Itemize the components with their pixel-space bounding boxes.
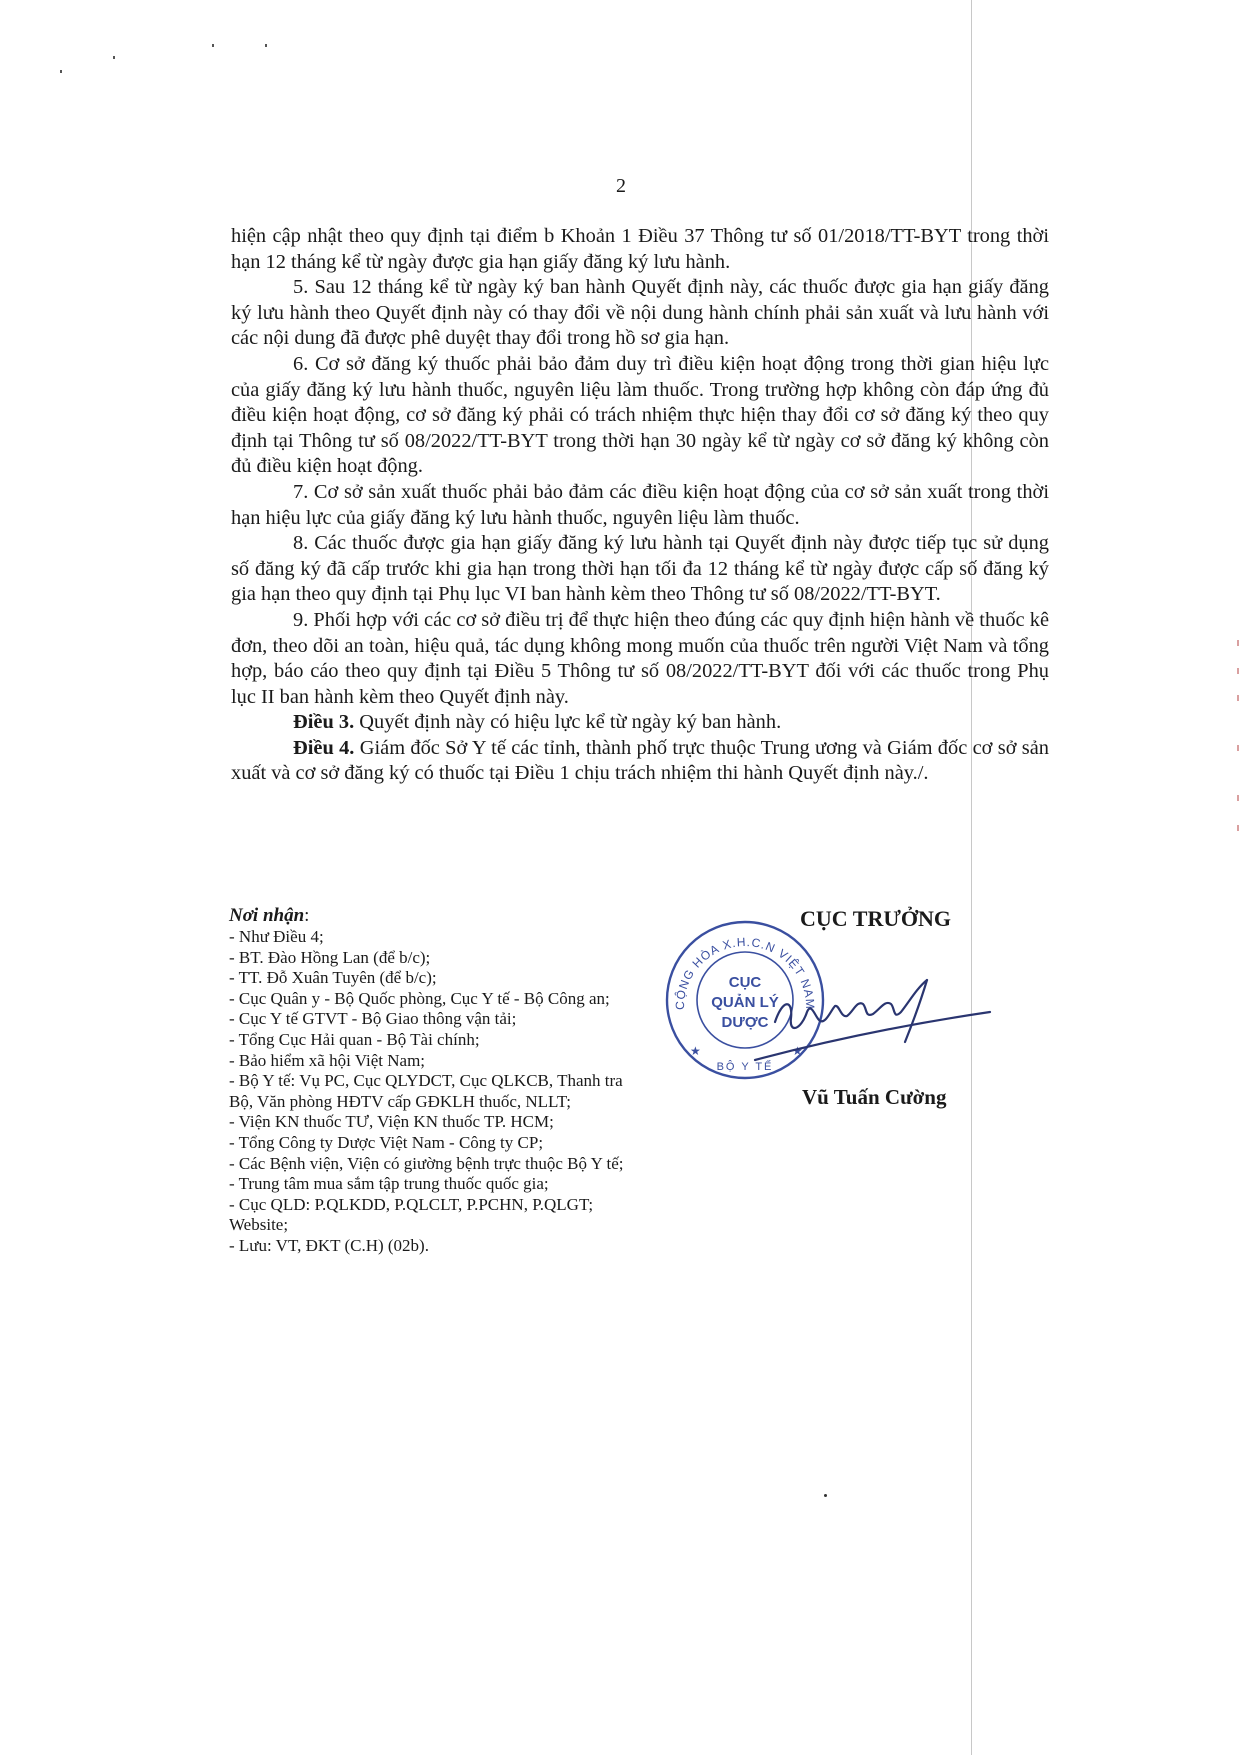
- recipient-item: - Bộ Y tế: Vụ PC, Cục QLYDCT, Cục QLKCB, Thanh tra: [229, 1071, 623, 1091]
- signer-title: CỤC TRƯỞNG: [800, 906, 951, 931]
- scan-edge-mark: [1237, 825, 1239, 831]
- recipient-item: - Tổng Công ty Dược Việt Nam - Công ty CP;: [229, 1132, 544, 1152]
- scan-edge-mark: [1237, 695, 1239, 701]
- recipient-item: - Cục QLD: P.QLKDD, P.QLCLT, P.PCHN, P.QLGT;: [229, 1194, 594, 1214]
- seal-star-icon: ★: [792, 1044, 803, 1058]
- recipient-item: Bộ, Văn phòng HĐTV cấp GĐKLH thuốc, NLLT;: [229, 1091, 572, 1111]
- signature-stroke: [775, 980, 927, 1028]
- seal-ring-text: CỘNG HÒA X.H.C.N VIỆT NAM: [672, 934, 818, 1011]
- article-4-text: Giám đốc Sở Y tế các tỉnh, thành phố trực thuộc Trung ương và Giám đốc cơ sở sản xuất và cơ sở đăng ký có thuốc tại Điều 1 chịu trách nhiệm thi hành Quyết định này./.: [231, 736, 1049, 785]
- scan-speck: [113, 56, 115, 59]
- paragraph-item-9: 9. Phối hợp với các cơ sở điều trị để thực hiện theo đúng các quy định hiện hành về thuốc kê đơn, theo dõi an toàn, hiệu quả, tác dụng không mong muốn của thuốc trên người Việt Nam và tổng hợp, báo cáo theo quy định tại Điều 5 Thông tư số 08/2022/TT-BYT đối với các thuốc trong Phụ lục II ban hành kèm theo Quyết định này.: [231, 608, 1049, 708]
- paragraph-item-7: 7. Cơ sở sản xuất thuốc phải bảo đảm các điều kiện hoạt động của cơ sở sản xuất trong thời hạn hiệu lực của giấy đăng ký lưu hành thuốc, nguyên liệu làm thuốc.: [231, 480, 1049, 529]
- paragraph-continuation: hiện cập nhật theo quy định tại điểm b Khoản 1 Điều 37 Thông tư số 01/2018/TT-BYT trong thời hạn 12 tháng kể từ ngày được gia hạn giấy đăng ký lưu hành.: [231, 225, 1049, 273]
- paragraph-item-6: 6. Cơ sở đăng ký thuốc phải bảo đảm duy trì điều kiện hoạt động trong thời gian hiệu lực của giấy đăng ký lưu hành thuốc, nguyên liệu làm thuốc. Trong trường hợp không còn đáp ứng đủ điều kiện hoạt động, cơ sở đăng ký phải có trách nhiệm thực hiện thay đổi cơ sở đăng ký theo quy định tại Thông tư số 08/2022/TT-BYT trong thời hạn 30 ngày kể từ ngày cơ sở đăng ký không còn đủ điều kiện hoạt động.: [231, 352, 1049, 478]
- paragraph-item-8: 8. Các thuốc được gia hạn giấy đăng ký lưu hành tại Quyết định này được tiếp tục sử dụng số đăng ký đã cấp trước khi gia hạn trong thời hạn tối đa 12 tháng kể từ ngày được cấp số đăng ký gia hạn theo quy định tại Phụ lục VI ban hành kèm theo Thông tư số 08/2022/TT-BYT.: [231, 532, 1049, 606]
- recipient-item: - BT. Đào Hồng Lan (để b/c);: [229, 947, 431, 967]
- recipient-item: - Các Bệnh viện, Viện có giường bệnh trực thuộc Bộ Y tế;: [229, 1153, 624, 1173]
- recipient-item: - Cục Quân y - Bộ Quốc phòng, Cục Y tế - Bộ Công an;: [229, 988, 610, 1008]
- page-number: 2: [616, 175, 626, 197]
- article-3: [231, 710, 1049, 736]
- article-4: [231, 736, 1049, 787]
- recipient-item: - Lưu: VT, ĐKT (C.H) (02b).: [229, 1235, 429, 1255]
- recipient-item: Website;: [229, 1215, 289, 1235]
- recipient-item: - TT. Đỗ Xuân Tuyên (để b/c);: [229, 968, 437, 988]
- recipient-item: - Viện KN thuốc TƯ, Viện KN thuốc TP. HCM;: [229, 1112, 554, 1132]
- recipient-item: - Cục Y tế GTVT - Bộ Giao thông vận tải;: [229, 1009, 517, 1029]
- recipients-heading-label: Nơi nhận: [229, 905, 305, 926]
- recipient-item: - Trung tâm mua sắm tập trung thuốc quốc gia;: [229, 1174, 549, 1194]
- recipients-heading-colon: :: [304, 905, 310, 926]
- recipient-item: - Tổng Cục Hải quan - Bộ Tài chính;: [229, 1029, 480, 1049]
- scan-edge-mark: [1237, 745, 1239, 751]
- signer-name: Vũ Tuấn Cường: [802, 1085, 947, 1109]
- scan-edge-mark: [1237, 795, 1239, 801]
- paragraph-item-5: 5. Sau 12 tháng kể từ ngày ký ban hành Quyết định này, các thuốc được gia hạn giấy đăng ký lưu hành theo Quyết định này có thay đổi về nội dung hành chính phải sản xuất và lưu hành với các nội dung đã được phê duyệt thay đổi trong hồ sơ gia hạn.: [231, 276, 1049, 350]
- scan-speck: [212, 44, 214, 47]
- seal-center-line-2: QUẢN LÝ: [711, 994, 779, 1011]
- article-4-label: Điều 4.: [293, 736, 355, 759]
- seal-bottom-text: BỘ Y TẾ: [716, 1061, 774, 1073]
- handwritten-signature: [735, 960, 995, 1070]
- recipient-item: - Như Điều 4;: [229, 927, 324, 946]
- article-3-text: Quyết định này có hiệu lực kể từ ngày ký ban hành.: [354, 711, 782, 734]
- decision-body: [231, 224, 1049, 787]
- scan-speck: [60, 70, 62, 73]
- article-3-label: Điều 3.: [293, 711, 355, 734]
- scan-speck: [824, 1494, 827, 1497]
- seal-center-line-3: DƯỢC: [721, 1014, 769, 1031]
- scan-speck: [265, 44, 267, 47]
- seal-center-line-1: CỤC: [728, 974, 762, 991]
- seal-star-icon: ★: [690, 1044, 701, 1058]
- signature-stroke: [905, 980, 927, 1042]
- recipient-item: - Bảo hiểm xã hội Việt Nam;: [229, 1050, 426, 1070]
- scan-edge-mark: [1237, 668, 1239, 674]
- scan-edge-mark: [1237, 640, 1239, 646]
